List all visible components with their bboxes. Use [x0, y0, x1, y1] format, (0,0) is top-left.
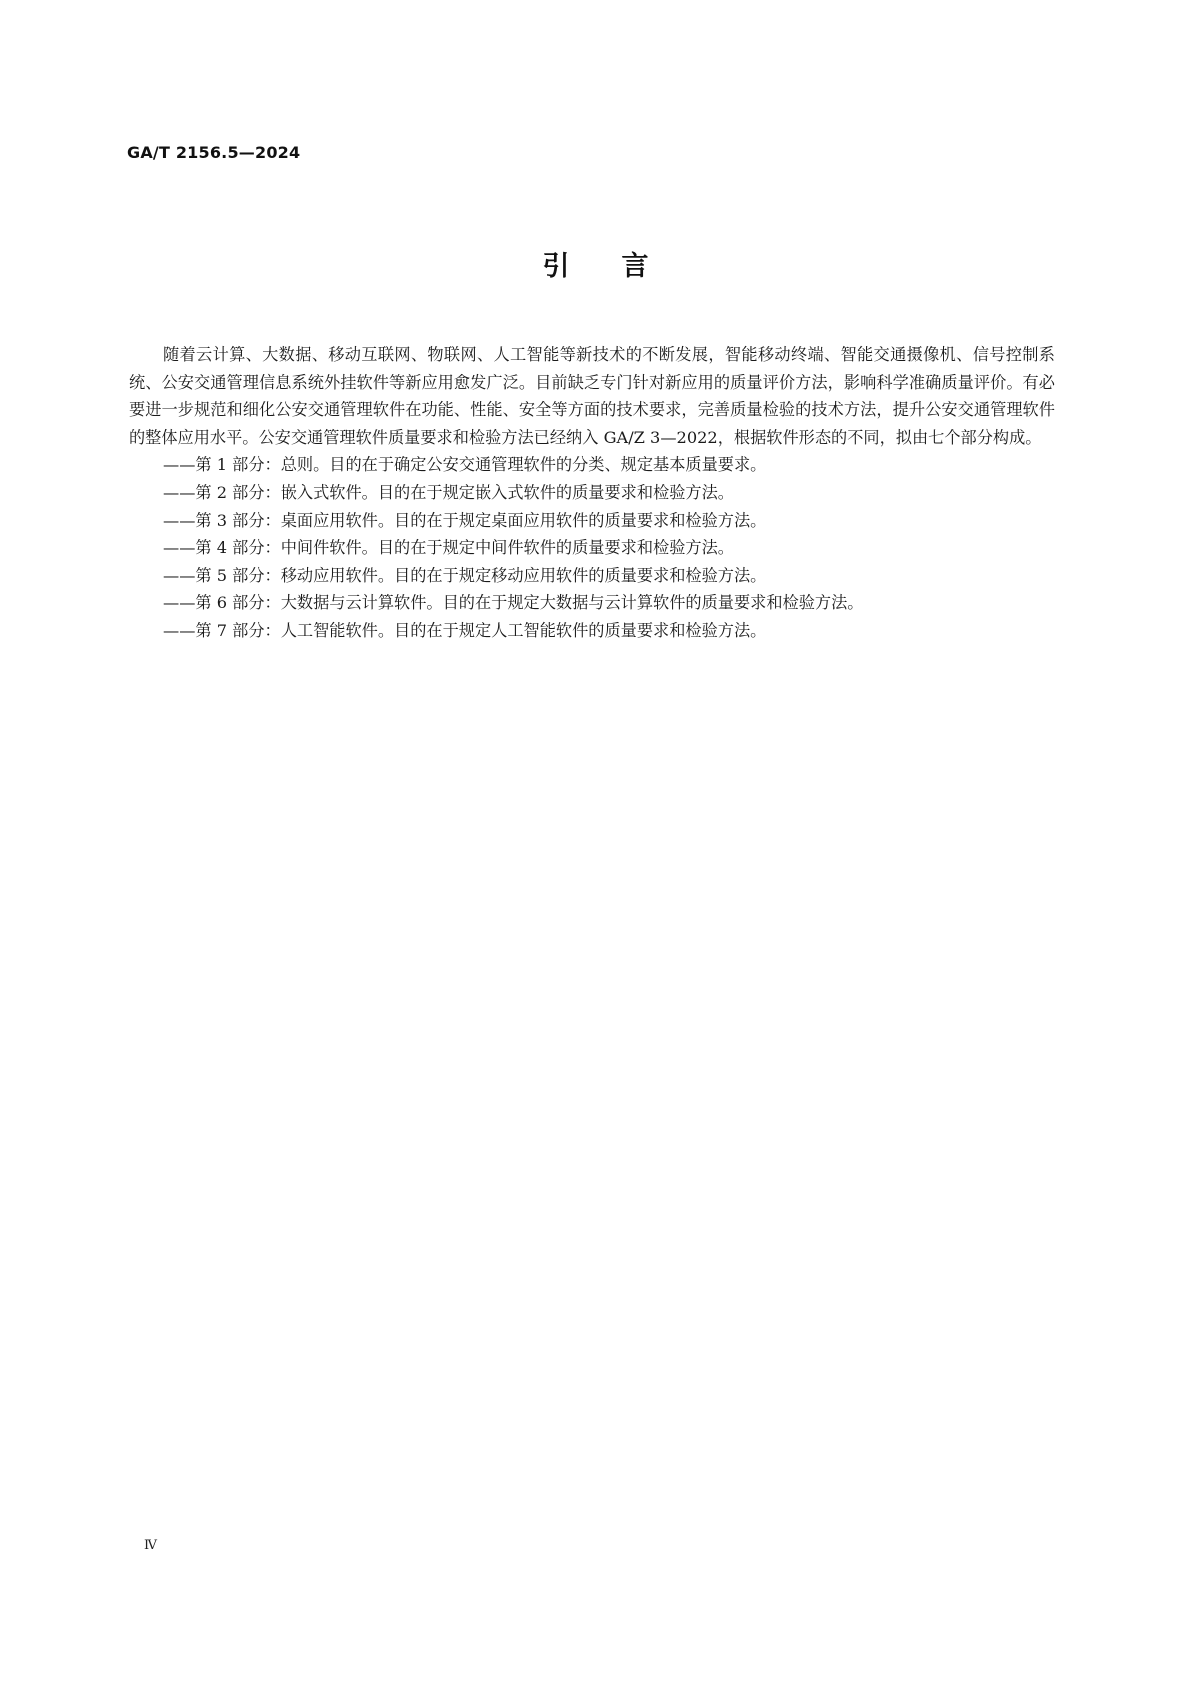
title-char-1: 引: [542, 251, 570, 282]
introduction-body: [129, 341, 1055, 645]
part-item-2: ——第 2 部分：嵌入式软件。目的在于规定嵌入式软件的质量要求和检验方法。: [163, 482, 734, 502]
title-char-2: 言: [621, 251, 649, 282]
standard-code: GA/T 2156.5—2024: [127, 143, 301, 162]
part-item-5: ——第 5 部分：移动应用软件。目的在于规定移动应用软件的质量要求和检验方法。: [163, 565, 767, 585]
part-item-4: ——第 4 部分：中间件软件。目的在于规定中间件软件的质量要求和检验方法。: [163, 538, 734, 558]
intro-paragraph: 随着云计算、大数据、移动互联网、物联网、人工智能等新技术的不断发展，智能移动终端、智能交通摄像机、信号控制系统、公安交通管理信息系统外挂软件等新应用愈发广泛。目前缺乏专门针对新应用的质量评价方法，影响科学准确质量评价。有必要进一步规范和细化公安交通管理软件在功能、性能、安全等方面的技术要求，完善质量检验的技术方法，提升公安交通管理软件的整体应用水平。公安交通管理软件质量要求和检验方法已经纳入 GA/Z 3—2022，根据软件形态的不同，拟由七个部分构成。: [129, 345, 1055, 447]
part-item-3: ——第 3 部分：桌面应用软件。目的在于规定桌面应用软件的质量要求和检验方法。: [163, 510, 767, 530]
part-item-1: ——第 1 部分：总则。目的在于确定公安交通管理软件的分类、规定基本质量要求。: [163, 455, 767, 475]
part-item-7: ——第 7 部分：人工智能软件。目的在于规定人工智能软件的质量要求和检验方法。: [163, 620, 767, 640]
page-number: Ⅳ: [144, 1538, 157, 1553]
section-title: [0, 244, 1191, 283]
part-item-6: ——第 6 部分：大数据与云计算软件。目的在于规定大数据与云计算软件的质量要求和检验方法。: [163, 593, 864, 613]
